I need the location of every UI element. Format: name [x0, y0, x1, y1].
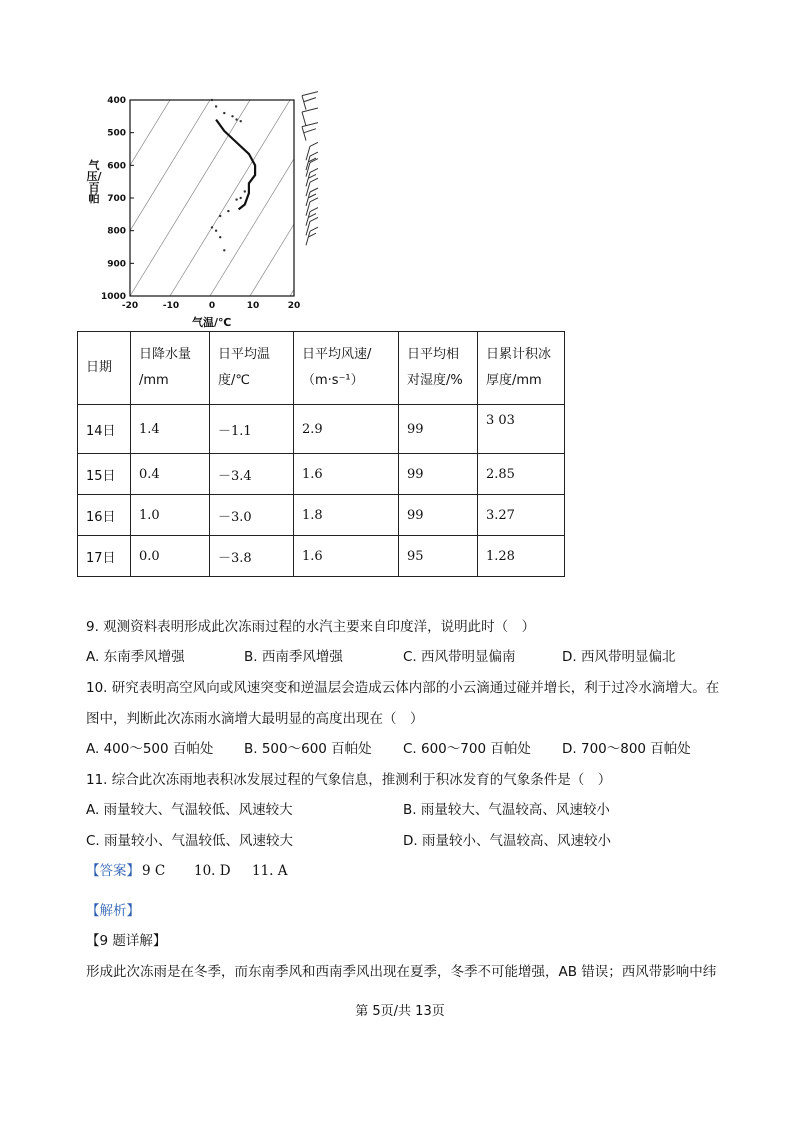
q10-option-a: A. 400～500 百帕处 — [86, 741, 214, 757]
q11-option-a: A. 雨量较大、气温较低、风速较大 — [86, 802, 293, 818]
wind-barb-icon — [306, 159, 318, 177]
wind-barb-icon — [306, 142, 318, 160]
wind-barb-stroke — [302, 92, 318, 110]
temperature-pressure-chart — [84, 90, 344, 330]
dewpoint-point — [240, 197, 242, 199]
chart-x-tick-label: -10 — [162, 301, 180, 311]
table-cell: 99 — [399, 405, 478, 454]
table-cell: 14日 — [78, 405, 131, 454]
table-cell: 1.8 — [294, 495, 399, 536]
q9-option-b: B. 西南季风增强 — [244, 649, 343, 665]
chart-x-tick-label: 20 — [287, 301, 301, 311]
wind-barb-stroke — [302, 123, 318, 141]
dewpoint-point — [215, 105, 217, 107]
chart-y-tick-label: 1000 — [100, 292, 126, 302]
q10-option-b: B. 500～600 百帕处 — [244, 741, 372, 757]
dewpoint-point — [231, 115, 233, 117]
table-header-row — [78, 332, 565, 405]
wind-barb-icon — [302, 92, 318, 110]
chart-gridline — [250, 100, 344, 296]
table-cell: 95 — [399, 536, 478, 577]
q10-option-c: C. 600～700 百帕处 — [403, 741, 531, 757]
chart-y-tick-label: 800 — [107, 226, 126, 237]
table-cell: －3.0 — [210, 495, 294, 536]
table-cell: 1.6 — [294, 536, 399, 577]
table-cell: 2.85 — [478, 454, 565, 495]
question-9-stem: 9. 观测资料表明形成此次冻雨过程的水汽主要来自印度洋，说明此时（ ） — [86, 619, 536, 635]
dewpoint-point — [244, 190, 246, 192]
answer-10: 10. D — [194, 863, 231, 879]
chart-gridline — [170, 100, 290, 296]
answer-11: 11. A — [252, 863, 288, 879]
chart-y-tick-label: 900 — [107, 259, 126, 270]
chart-y-tick-label: 400 — [107, 96, 126, 106]
table-cell: －1.1 — [210, 405, 294, 454]
table-cell: 16日 — [78, 495, 131, 536]
col-header-date: 日期 — [78, 332, 131, 405]
table-row — [78, 454, 565, 495]
dewpoint-point — [215, 230, 217, 232]
table-cell: 0.0 — [131, 536, 210, 577]
page-footer: 第 5页/共 13页 — [355, 1004, 445, 1019]
col-header-ice: 日累计积冰 厚度/mm — [478, 332, 565, 405]
chart-y-tick-label: 500 — [107, 128, 126, 139]
answer-9: 9 C — [142, 863, 166, 879]
table-cell: －3.8 — [210, 536, 294, 577]
q9-option-a: A. 东南季风增强 — [86, 649, 185, 665]
table-row — [78, 405, 565, 454]
dewpoint-point — [219, 236, 221, 238]
q9-option-d: D. 西风带明显偏北 — [562, 649, 676, 665]
question-10-stem-line1: 10. 研究表明高空风向或风速突变和逆温层会造成云体内部的小云滴通过碰并增长，利于过冷水滴增大。在 — [86, 680, 720, 696]
q9-option-c: C. 西风带明显偏南 — [403, 649, 516, 665]
dewpoint-point — [235, 118, 237, 120]
table-cell: 99 — [399, 495, 478, 536]
table-cell: －3.4 — [210, 454, 294, 495]
col-header-temp: 日平均温 度/℃ — [210, 332, 294, 405]
chart-y-tick-label: 600 — [107, 161, 126, 172]
dewpoint-point — [235, 198, 237, 200]
chart-y-tick-label: 700 — [107, 194, 126, 204]
table-cell: 1.6 — [294, 454, 399, 495]
q9-detail-label: 【9 题详解】 — [86, 933, 167, 949]
analysis-label: 【解析】 — [86, 903, 140, 919]
col-header-wind: 日平均风速/ （m·s⁻¹） — [294, 332, 399, 405]
dewpoint-point — [219, 215, 221, 217]
q11-option-d: D. 雨量较小、气温较高、风速较小 — [403, 833, 611, 849]
q11-option-b: B. 雨量较大、气温较高、风速较小 — [403, 802, 610, 818]
dewpoint-point — [240, 120, 242, 122]
chart-x-tick-label: 0 — [208, 301, 216, 311]
answer-label: 【答案】 — [86, 863, 140, 879]
q10-option-d: D. 700～800 百帕处 — [562, 741, 691, 757]
chart-gridline — [330, 100, 344, 296]
table-cell: 1.4 — [131, 405, 210, 454]
analysis-text: 形成此次冻雨是在冬季，而东南季风和西南季风出现在夏季，冬季不可能增强，AB 错误；西风带影响中纬 — [86, 964, 717, 980]
table-cell: 3.27 — [478, 495, 565, 536]
col-header-precip: 日降水量 /mm — [131, 332, 210, 405]
chart-x-tick-label: -20 — [121, 301, 139, 311]
dewpoint-point — [211, 226, 213, 228]
table-cell: 17日 — [78, 536, 131, 577]
table-cell: 2.9 — [294, 405, 399, 454]
dewpoint-point — [227, 210, 229, 212]
dewpoint-point — [223, 249, 225, 251]
dewpoint-point — [223, 112, 225, 114]
chart-x-axis-label: 气温/℃ — [192, 316, 232, 329]
wind-barb-icon — [302, 123, 318, 141]
chart-y-axis-label: 气压/百帕 — [86, 159, 102, 205]
q11-option-c: C. 雨量较小、气温较低、风速较大 — [86, 833, 294, 849]
chart-x-tick-label: 10 — [246, 301, 260, 311]
question-11-stem: 11. 综合此次冻雨地表积冰发展过程的气象信息，推测利于积冰发育的气象条件是（ ） — [86, 772, 612, 788]
table-cell: 3 03 — [478, 405, 565, 454]
wind-barb-stroke — [306, 142, 318, 160]
question-10-stem-line2: 图中，判断此次冻雨水滴增大最明显的高度出现在（ ） — [86, 711, 424, 727]
weather-data-table — [77, 331, 565, 577]
table-cell: 15日 — [78, 454, 131, 495]
wind-barb-stroke — [306, 159, 318, 177]
table-cell: 1.0 — [131, 495, 210, 536]
table-row — [78, 536, 565, 577]
chart-gridline — [130, 100, 250, 296]
chart-svg — [84, 90, 344, 330]
table-cell: 99 — [399, 454, 478, 495]
dewpoint-point — [211, 99, 213, 101]
table-row — [78, 495, 565, 536]
table-cell: 0.4 — [131, 454, 210, 495]
chart-gridline — [210, 100, 330, 296]
table-cell: 1.28 — [478, 536, 565, 577]
col-header-humidity: 日平均相 对湿度/% — [399, 332, 478, 405]
chart-frame — [130, 100, 294, 296]
temperature-curve — [216, 120, 255, 210]
